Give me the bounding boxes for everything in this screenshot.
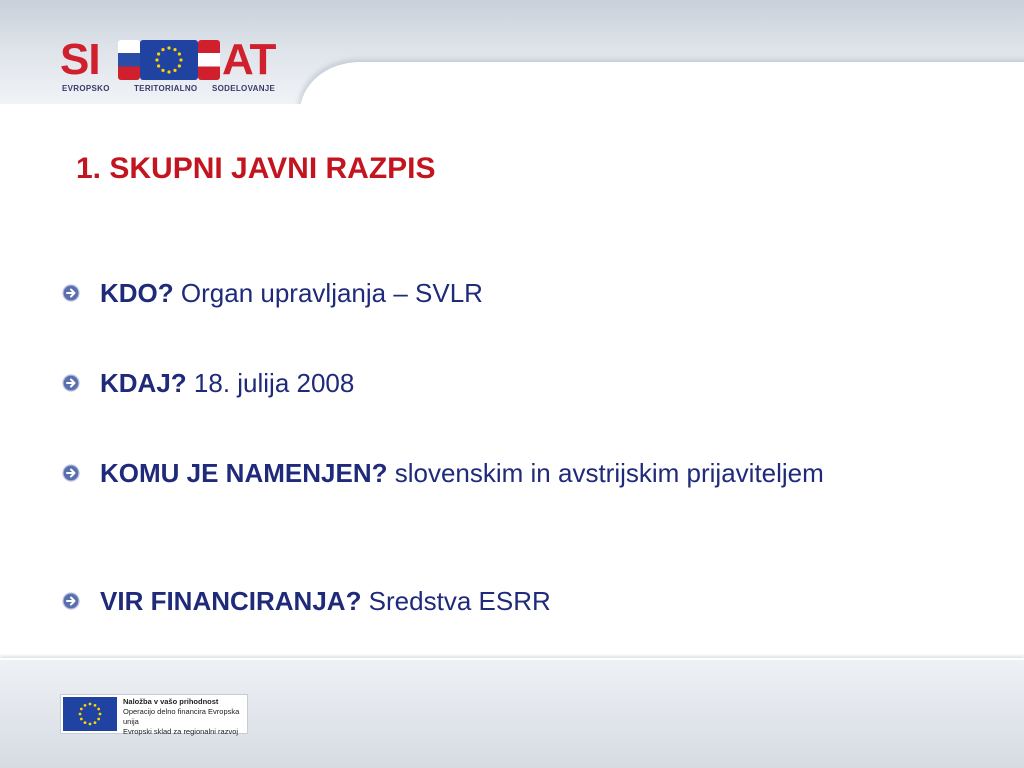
slovenia-flag-icon <box>118 40 140 80</box>
bullet-text <box>100 584 840 618</box>
eu-star-icon <box>173 48 176 51</box>
header-fill <box>0 104 1024 134</box>
bullet-value: Sredstva ESRR <box>361 586 551 616</box>
eu-flag-icon <box>63 697 117 731</box>
tagline-word: EVROPSKO <box>62 84 110 93</box>
circle-arrow-right-icon <box>62 284 80 302</box>
si-at-logo <box>60 36 300 96</box>
eu-star-icon <box>80 718 83 721</box>
circle-arrow-right-icon <box>62 592 80 610</box>
eu-star-icon <box>89 723 92 726</box>
bullet-value: slovenskim in avstrijskim prijaviteljem <box>387 458 824 488</box>
footer-line: Evropski sklad za regionalni razvoj <box>123 727 239 736</box>
footer-text <box>123 697 247 737</box>
logo-word-at: AT <box>222 35 276 84</box>
footer-line: Operacijo delno financira Evropska unija <box>123 707 240 726</box>
eu-star-icon <box>157 64 160 67</box>
bullet-text <box>100 456 840 490</box>
tagline-word: SODELOVANJE <box>212 84 276 93</box>
bullet-value: 18. julija 2008 <box>186 368 355 398</box>
bullet-label: KOMU JE NAMENJEN? <box>100 458 388 488</box>
eu-star-icon <box>97 718 100 721</box>
bullet-text <box>100 366 840 400</box>
eu-star-icon <box>173 69 176 72</box>
eu-star-icon <box>161 48 164 51</box>
eu-star-icon <box>155 58 158 61</box>
footer-heading: Naložba v vašo prihodnost <box>123 697 219 706</box>
eu-star-icon <box>89 703 92 706</box>
logo-tagline <box>60 84 300 96</box>
eu-star-icon <box>167 46 170 49</box>
bullet-value: Organ upravljanja – SVLR <box>173 278 483 308</box>
austria-flag-icon <box>198 40 220 80</box>
bullet-label: KDO? <box>100 278 174 308</box>
eu-star-icon <box>99 713 102 716</box>
circle-arrow-right-icon <box>62 374 80 392</box>
eu-stars-icon <box>63 697 117 731</box>
eu-flag-icon <box>140 40 198 80</box>
circle-arrow-right-icon <box>62 464 80 482</box>
eu-star-icon <box>179 58 182 61</box>
tagline-word: TERITORIALNO <box>134 84 198 93</box>
eu-star-icon <box>84 704 87 707</box>
eu-star-icon <box>178 52 181 55</box>
eu-star-icon <box>97 708 100 711</box>
eu-star-icon <box>79 713 82 716</box>
slide-title: 1. SKUPNI JAVNI RAZPIS <box>76 152 436 185</box>
eu-star-icon <box>161 69 164 72</box>
logo-word-si: SI <box>60 35 100 84</box>
bullet-text <box>100 276 840 310</box>
eu-star-icon <box>80 708 83 711</box>
eu-stars-icon <box>140 40 198 80</box>
eu-star-icon <box>94 721 97 724</box>
bullet-label: KDAJ? <box>100 368 187 398</box>
eu-funding-badge <box>60 694 248 734</box>
eu-star-icon <box>157 52 160 55</box>
eu-star-icon <box>167 70 170 73</box>
eu-star-icon <box>94 704 97 707</box>
eu-star-icon <box>84 721 87 724</box>
eu-star-icon <box>178 64 181 67</box>
bullet-label: VIR FINANCIRANJA? <box>100 586 362 616</box>
